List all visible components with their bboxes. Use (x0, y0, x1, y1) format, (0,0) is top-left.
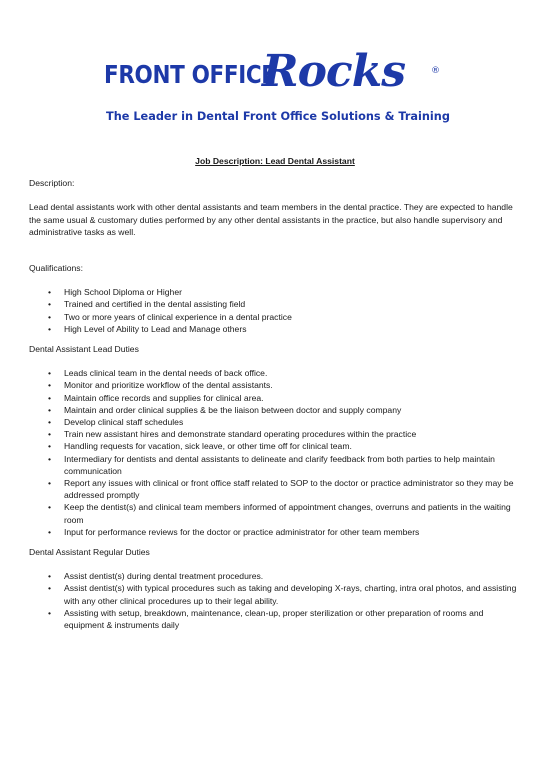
list-item: • Leads clinical team in the dental needs of back office. (48, 368, 268, 379)
list-item: • Assist dentist(s) during dental treatment procedures. (48, 571, 264, 582)
bullet-icon: • (48, 526, 52, 537)
logo-script-wordmark: Rocks (262, 46, 405, 97)
bullet-icon: • (48, 323, 52, 334)
description-heading: Description: (29, 178, 75, 189)
regular-duties-heading: Dental Assistant Regular Duties (29, 547, 150, 558)
bullet-icon: • (48, 299, 52, 310)
list-item: • High School Diploma or Higher (48, 287, 182, 298)
description-body: Lead dental assistants work with other dental assistants and team members in the dental practice. They are expected to handle the same usual & customary duties performed by any other dental assistants in the practice, but also handle supervisory and administrative tasks as well. (29, 202, 513, 237)
list-item: • Input for performance reviews for the doctor or practice administrator for other team members (48, 526, 420, 537)
list-item: • Develop clinical staff schedules (48, 417, 184, 428)
qualifications-list (29, 286, 521, 335)
list-item: • Monitor and prioritize workflow of the dental assistants. (48, 380, 273, 391)
bullet-icon: • (48, 583, 52, 594)
list-item: • Maintain office records and supplies for clinical area. (48, 392, 264, 403)
document-body (29, 155, 521, 631)
list-item: • Maintain and order clinical supplies & be the liaison between doctor and supply company (48, 404, 402, 415)
bullet-icon: • (48, 441, 52, 452)
bullet-icon: • (48, 380, 52, 391)
list-item: • Handling requests for vacation, sick leave, or other time off for clinical team. (48, 441, 352, 452)
bullet-icon: • (48, 502, 52, 513)
lead-duties-heading: Dental Assistant Lead Duties (29, 344, 139, 355)
list-item: • Report any issues with clinical or front office staff related to SOP to the doctor or practice administrator so they may be addressed promptly (48, 478, 514, 501)
logo-wordmark: FRONT OFFICE (104, 60, 276, 89)
bullet-icon: • (48, 392, 52, 403)
qualifications-heading: Qualifications: (29, 263, 83, 274)
registered-mark: ® (431, 66, 440, 76)
regular-duties-list (29, 570, 521, 631)
list-item: • Trained and certified in the dental assisting field (48, 299, 246, 310)
bullet-icon: • (48, 287, 52, 298)
logo-tagline: The Leader in Dental Front Office Solutions & Training (106, 110, 450, 123)
list-item: • Train new assistant hires and demonstrate standard operating procedures within the practice (48, 429, 417, 440)
bullet-icon: • (48, 368, 52, 379)
list-item: • Two or more years of clinical experience in a dental practice (48, 311, 292, 322)
list-item: • Keep the dentist(s) and clinical team members informed of appointment changes, overruns and patients in the waiting room (48, 502, 511, 525)
company-logo (104, 46, 450, 126)
document-title: Job Description: Lead Dental Assistant (195, 156, 355, 166)
list-item: • Assisting with setup, breakdown, maintenance, clean-up, proper sterilization or other preparation of rooms and equipment & instruments daily (48, 607, 484, 631)
bullet-icon: • (48, 429, 52, 440)
bullet-icon: • (48, 478, 52, 489)
lead-duties-list (29, 367, 521, 538)
bullet-icon: • (48, 571, 52, 582)
bullet-icon: • (48, 453, 52, 464)
bullet-icon: • (48, 607, 52, 618)
bullet-icon: • (48, 417, 52, 428)
list-item: • High Level of Ability to Lead and Manage others (48, 323, 247, 334)
bullet-icon: • (48, 404, 52, 415)
list-item: • Assist dentist(s) with typical procedures such as taking and developing X-rays, charting, intra oral photos, and assisting with any other clinical procedures up to their legal ability. (48, 583, 517, 606)
bullet-icon: • (48, 311, 52, 322)
list-item: • Intermediary for dentists and dental assistants to delineate and clarify feedback from both parties to help maintain communication (48, 453, 495, 476)
